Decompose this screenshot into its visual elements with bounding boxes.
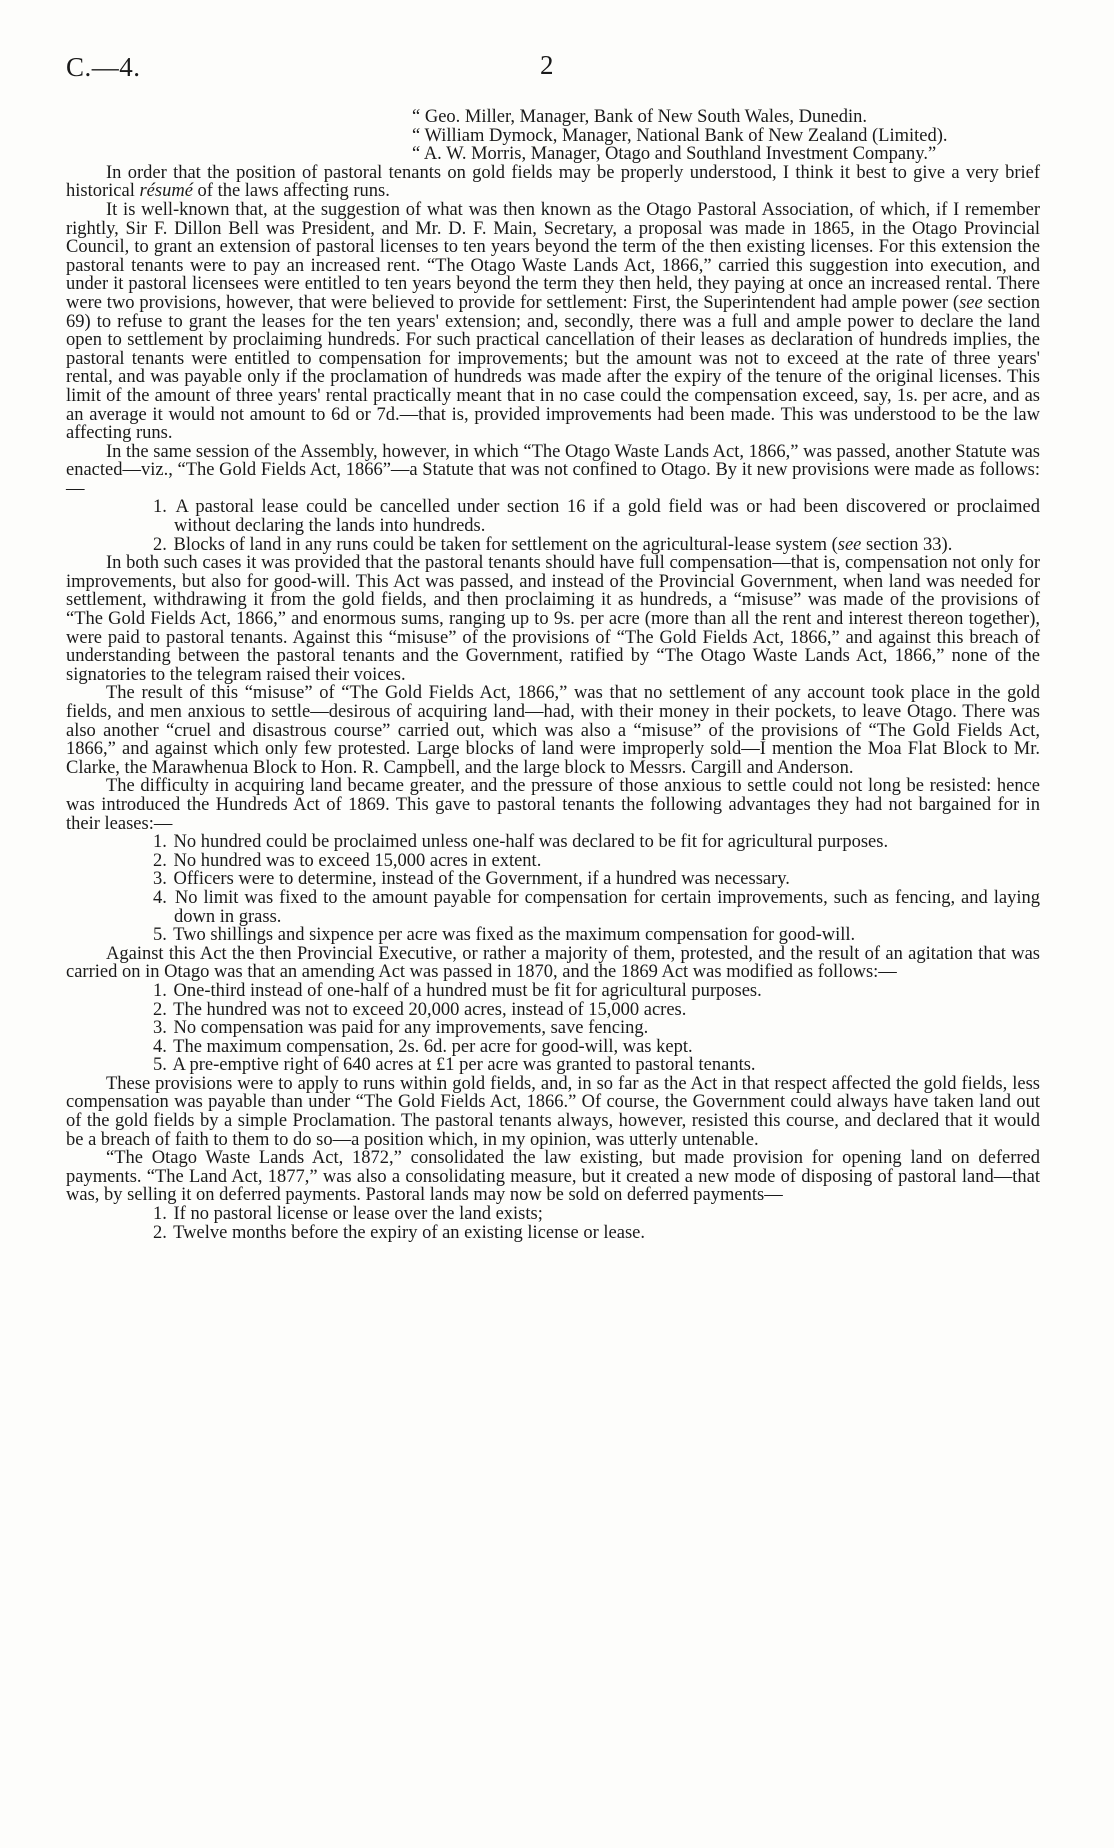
- list-number: 1.: [153, 980, 167, 1001]
- paragraph-text: of the laws affecting runs.: [192, 181, 390, 202]
- signatory-line: “ William Dymock, Manager, National Bank of New Zealand (Limited).: [412, 125, 948, 146]
- list-text: Twelve months before the expiry of an existing license or lease.: [173, 1222, 646, 1243]
- paragraph: [66, 164, 1040, 201]
- italic-text: see: [959, 292, 983, 313]
- list-text: A pastoral lease could be cancelled under section 16 if a gold field was or had been discovered or proclaimed without declaring the lands into hundreds.: [174, 497, 1040, 537]
- list-number: 5.: [153, 1055, 167, 1076]
- paragraph: In both such cases it was provided that the pastoral tenants should have full compensation—that is, compensation not only for improvements, but also for good-will. This Act was passed, and instead of the Provincial Government, when land was needed for settlement, withdrawing it from the gold fields, and then proclaiming it as hundreds, a “misuse” was made of the provisions of “The Gold Fields Act, 1866,” and enormous sums, ranging up to 9s. per acre (more than all the rent and interest thereon together), were paid to pastoral tenants. Against this “misuse” of the provisions of “The Gold Fields Act, 1866,” and against this breach of understanding between the pastoral tenants and the Government, ratified by “The Otago Waste Lands Act, 1866,” none of the signatories to the telegram raised their voices.: [66, 553, 1040, 685]
- list-number: 1.: [153, 497, 167, 518]
- paragraph-text: section 69) to refuse to grant the leases for the ten years' extension; and, secondly, there was a full and ample power to declare the land open to settlement by proclaiming hundreds. For such practical cancellation of their leases as declaration of hundreds implies, the pastoral tenants were entitled to compensation for improvements; but the amount was not to exceed at the rate of three years' rental, and was payable only if the proclamation of hundreds was made after the expiry of the tenure of the original licenses. This limit of the amount of three years' rental practically meant that in no case could the compensation exceed, say, 1s. per acre, and as an average it would not amount to 6d or 7d.—that is, provided improvements had been made. This was understood to be the law affecting runs.: [66, 292, 1040, 444]
- paragraph: Against this Act the then Provincial Executive, or rather a majority of them, protested, and the result of an agitation that was carried on in Otago was that an amending Act was passed in 1870, and the 1869 Act was modified as follows:—: [66, 943, 1040, 983]
- list-text: No hundred could be proclaimed unless one-half was declared to be fit for agricultural purposes.: [173, 832, 889, 853]
- list-text: No compensation was paid for any improvements, save fencing.: [173, 1018, 649, 1039]
- list-text: One-third instead of one-half of a hundred must be fit for agricultural purposes.: [173, 980, 762, 1001]
- list-item: [66, 870, 1040, 889]
- list-text: If no pastoral license or lease over the land exists;: [173, 1204, 543, 1225]
- list-text: The hundred was not to exceed 20,000 acres, instead of 15,000 acres.: [173, 999, 687, 1020]
- list-item: [66, 926, 1040, 945]
- list-item: [66, 1038, 1040, 1057]
- list-item: [66, 833, 1040, 852]
- list-number: 1.: [153, 832, 167, 853]
- list-item: [66, 1056, 1040, 1075]
- paragraph: The result of this “misuse” of “The Gold Fields Act, 1866,” was that no settlement of any account took place in the gold fields, and men anxious to settle—desirous of acquiring land—had, with their money in their pockets, to leave Otago. There was also another “cruel and disastrous course” carried out, which was also a “misuse” of the provisions of “The Gold Fields Act, 1866,” and against which only few protested. Large blocks of land were improperly sold—I mention the Moa Flat Block to Mr. Clarke, the Marawhenua Block to Hon. R. Campbell, and the large block to Messrs. Cargill and Anderson.: [66, 683, 1040, 778]
- paragraph: These provisions were to apply to runs within gold fields, and, in so far as the Act in that respect affected the gold fields, less compensation was payable than under “The Gold Fields Act, 1866.” Of course, the Government could always have taken land out of the gold fields by a simple Proclamation. The pastoral tenants always, however, resisted this course, and declared that it would be a breach of faith to them to do so—a position which, in my opinion, was utterly untenable.: [66, 1073, 1040, 1150]
- paragraph: In the same session of the Assembly, however, in which “The Otago Waste Lands Act, 1866,” was passed, another Statute was enacted—viz., “The Gold Fields Act, 1866”—a Statute that was not confined to Otago. By it new provisions were made as follows:—: [66, 441, 1040, 499]
- signatory-line: “ A. W. Morris, Manager, Otago and Southland Investment Company.”: [412, 144, 937, 165]
- list-item: [66, 1224, 1040, 1243]
- paragraph-text: In order that the position of pastoral tenants on gold fields may be properly understood, I think it best to give a very brief historical: [66, 162, 1040, 202]
- list-number: 2.: [153, 999, 167, 1020]
- document-body: [66, 108, 1040, 1242]
- page-number: 2: [540, 50, 554, 80]
- list-item: [66, 536, 1040, 555]
- list-item: [66, 498, 1040, 535]
- list-text: A pre-emptive right of 640 acres at £1 per acre was granted to pastoral tenants.: [172, 1055, 756, 1076]
- list-text: No limit was fixed to the amount payable for compensation for certain improvements, such as fencing, and laying down in grass.: [174, 887, 1040, 927]
- list-number: 1.: [153, 1204, 167, 1225]
- list-number: 2.: [153, 534, 167, 555]
- list-number: 3.: [153, 869, 167, 890]
- list-text: No hundred was to exceed 15,000 acres in extent.: [173, 850, 542, 871]
- signatory-line: “ Geo. Miller, Manager, Bank of New South Wales, Dunedin.: [412, 107, 867, 127]
- list-text: Two shillings and sixpence per acre was fixed as the maximum compensation for good-will.: [173, 925, 856, 946]
- list-item: [66, 1019, 1040, 1038]
- list-number: 2.: [153, 850, 167, 871]
- list-item: [66, 982, 1040, 1001]
- paragraph-text: It is well-known that, at the suggestion of what was then known as the Otago Pastoral Association, of which, if I remember rightly, Sir F. Dillon Bell was President, and Mr. D. F. Main, Secretary, a proposal was made in 1865, in the Otago Provincial Council, to grant an extension of pastoral licenses to ten years beyond the term of the then existing licenses. For this extension the pastoral tenants were to pay an increased rent. “The Otago Waste Lands Act, 1866,” carried this suggestion into execution, and under it pastoral licensees were entitled to ten years beyond the term they then held, they paying at once an increased rental. There were two provisions, however, that were believed to provide for settlement: First, the Superintendent had ample power (: [66, 199, 1040, 313]
- list-text: Blocks of land in any runs could be taken for settlement on the agricultural-lease system (: [173, 534, 838, 555]
- list-number: 4.: [153, 887, 167, 908]
- list-item: [66, 852, 1040, 871]
- list-number: 4.: [153, 1036, 167, 1057]
- italic-text: see: [837, 534, 862, 555]
- list-number: 5.: [153, 925, 167, 946]
- document-reference: C.—4.: [66, 52, 141, 82]
- paragraph: The difficulty in acquiring land became greater, and the pressure of those anxious to settle could not long be resisted: hence was introduced the Hundreds Act of 1869. This gave to pastoral tenants the following advantages they had not bargained for in their leases:—: [66, 776, 1040, 834]
- list-text: section 33).: [861, 534, 953, 555]
- list-item: [66, 1001, 1040, 1020]
- italic-text: résumé: [139, 181, 193, 202]
- list-item: [66, 1205, 1040, 1224]
- list-text: Officers were to determine, instead of the Government, if a hundred was necessary.: [173, 869, 790, 890]
- paragraph: [66, 201, 1040, 443]
- paragraph: “The Otago Waste Lands Act, 1872,” consolidated the law existing, but made provision for opening land on deferred payments. “The Land Act, 1877,” was also a consolidating measure, but it created a new mode of disposing of pastoral land—that was, by selling it on deferred payments. Pastoral lands may now be sold on deferred payments—: [66, 1148, 1040, 1206]
- list-number: 3.: [153, 1018, 167, 1039]
- list-item: [66, 889, 1040, 926]
- list-number: 2.: [153, 1222, 167, 1243]
- list-text: The maximum compensation, 2s. 6d. per acre for good-will, was kept.: [173, 1036, 693, 1057]
